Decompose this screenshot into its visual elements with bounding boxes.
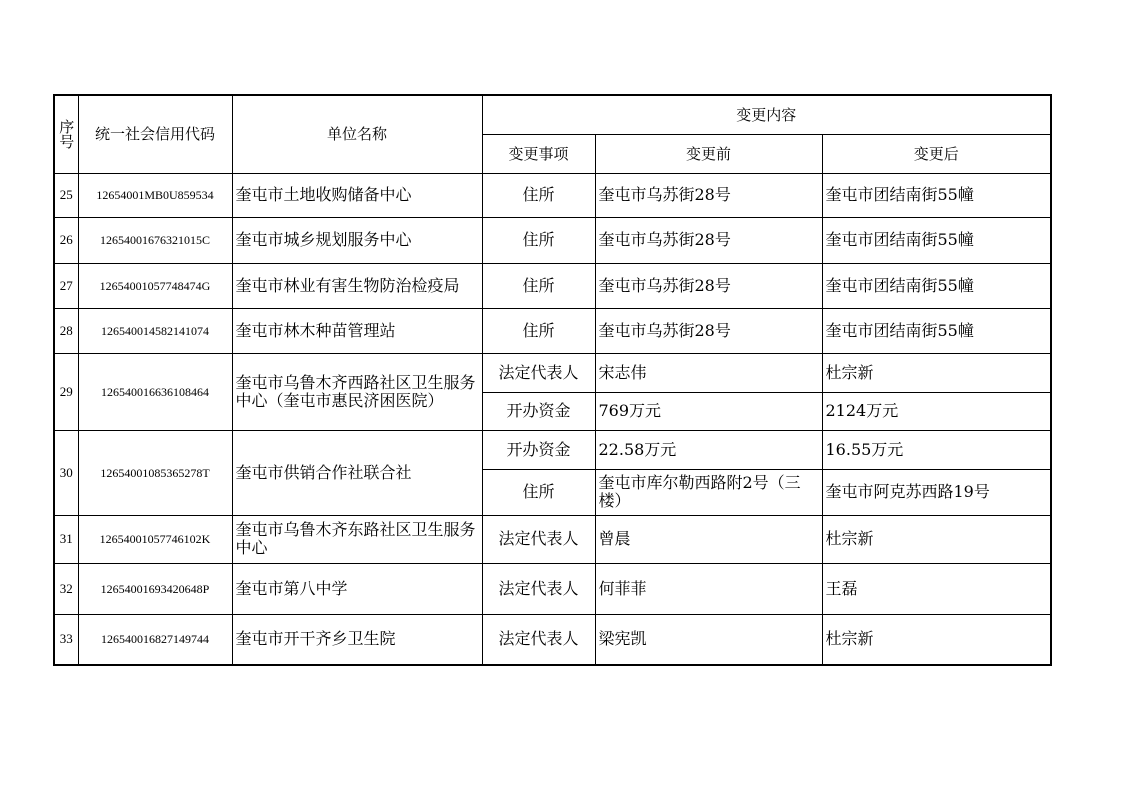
cell-before: 何菲菲: [595, 563, 822, 614]
cell-after: 奎屯市团结南街55幢: [822, 173, 1051, 217]
cell-seq: 33: [54, 614, 78, 665]
cell-change-item: 住所: [482, 263, 595, 308]
cell-after: 杜宗新: [822, 353, 1051, 392]
cell-change-item: 住所: [482, 308, 595, 353]
cell-credit-code: 126540014582141074: [78, 308, 232, 353]
cell-seq: 32: [54, 563, 78, 614]
cell-credit-code: 12654001676321015C: [78, 217, 232, 263]
cell-after: 2124万元: [822, 392, 1051, 430]
cell-before: 769万元: [595, 392, 822, 430]
cell-credit-code: 12654001057746102K: [78, 515, 232, 563]
cell-before: 宋志伟: [595, 353, 822, 392]
change-registry-table: [53, 94, 1052, 666]
cell-credit-code: 126540016636108464: [78, 353, 232, 430]
header-seq: 序号: [54, 95, 78, 173]
table-row: [54, 173, 1051, 217]
cell-change-item: 法定代表人: [482, 515, 595, 563]
cell-seq: 27: [54, 263, 78, 308]
table-row: [54, 515, 1051, 563]
cell-before: 奎屯市库尔勒西路附2号（三楼）: [595, 469, 822, 515]
cell-credit-code: 12654001MB0U859534: [78, 173, 232, 217]
cell-unit-name: 奎屯市乌鲁木齐东路社区卫生服务中心: [232, 515, 482, 563]
cell-seq: 31: [54, 515, 78, 563]
cell-change-item: 住所: [482, 173, 595, 217]
cell-unit-name: 奎屯市林业有害生物防治检疫局: [232, 263, 482, 308]
table-row: [54, 430, 1051, 469]
cell-seq: 30: [54, 430, 78, 515]
cell-after: 奎屯市团结南街55幢: [822, 217, 1051, 263]
table-row: [54, 614, 1051, 665]
cell-unit-name: 奎屯市土地收购储备中心: [232, 173, 482, 217]
cell-unit-name: 奎屯市供销合作社联合社: [232, 430, 482, 515]
cell-seq: 28: [54, 308, 78, 353]
cell-before: 22.58万元: [595, 430, 822, 469]
cell-after: 杜宗新: [822, 614, 1051, 665]
cell-credit-code: 126540016827149744: [78, 614, 232, 665]
cell-credit-code: 12654001693420648P: [78, 563, 232, 614]
cell-change-item: 开办资金: [482, 392, 595, 430]
cell-unit-name: 奎屯市乌鲁木齐西路社区卫生服务中心（奎屯市惠民济困医院）: [232, 353, 482, 430]
cell-seq: 29: [54, 353, 78, 430]
header-change-group: 变更内容: [482, 95, 1051, 134]
cell-before: 梁宪凯: [595, 614, 822, 665]
cell-before: 曾晨: [595, 515, 822, 563]
table-row: [54, 217, 1051, 263]
cell-credit-code: 12654001057748474G: [78, 263, 232, 308]
cell-after: 王磊: [822, 563, 1051, 614]
cell-after: 奎屯市团结南街55幢: [822, 263, 1051, 308]
cell-seq: 25: [54, 173, 78, 217]
cell-before: 奎屯市乌苏街28号: [595, 217, 822, 263]
table-row: [54, 308, 1051, 353]
cell-after: 奎屯市阿克苏西路19号: [822, 469, 1051, 515]
cell-change-item: 法定代表人: [482, 353, 595, 392]
header-code: 统一社会信用代码: [78, 95, 232, 173]
cell-before: 奎屯市乌苏街28号: [595, 173, 822, 217]
cell-change-item: 法定代表人: [482, 563, 595, 614]
cell-change-item: 法定代表人: [482, 614, 595, 665]
header-item: 变更事项: [482, 134, 595, 173]
header-after: 变更后: [822, 134, 1051, 173]
cell-seq: 26: [54, 217, 78, 263]
cell-change-item: 开办资金: [482, 430, 595, 469]
table-row: [54, 563, 1051, 614]
header-name: 单位名称: [232, 95, 482, 173]
table-row: [54, 263, 1051, 308]
header-before: 变更前: [595, 134, 822, 173]
cell-after: 杜宗新: [822, 515, 1051, 563]
cell-unit-name: 奎屯市林木种苗管理站: [232, 308, 482, 353]
cell-unit-name: 奎屯市第八中学: [232, 563, 482, 614]
cell-after: 奎屯市团结南街55幢: [822, 308, 1051, 353]
header-row-1: [54, 95, 1051, 134]
cell-unit-name: 奎屯市城乡规划服务中心: [232, 217, 482, 263]
cell-change-item: 住所: [482, 469, 595, 515]
cell-after: 16.55万元: [822, 430, 1051, 469]
cell-credit-code: 12654001085365278T: [78, 430, 232, 515]
table-row: [54, 353, 1051, 392]
cell-unit-name: 奎屯市开干齐乡卫生院: [232, 614, 482, 665]
cell-change-item: 住所: [482, 217, 595, 263]
cell-before: 奎屯市乌苏街28号: [595, 263, 822, 308]
cell-before: 奎屯市乌苏街28号: [595, 308, 822, 353]
